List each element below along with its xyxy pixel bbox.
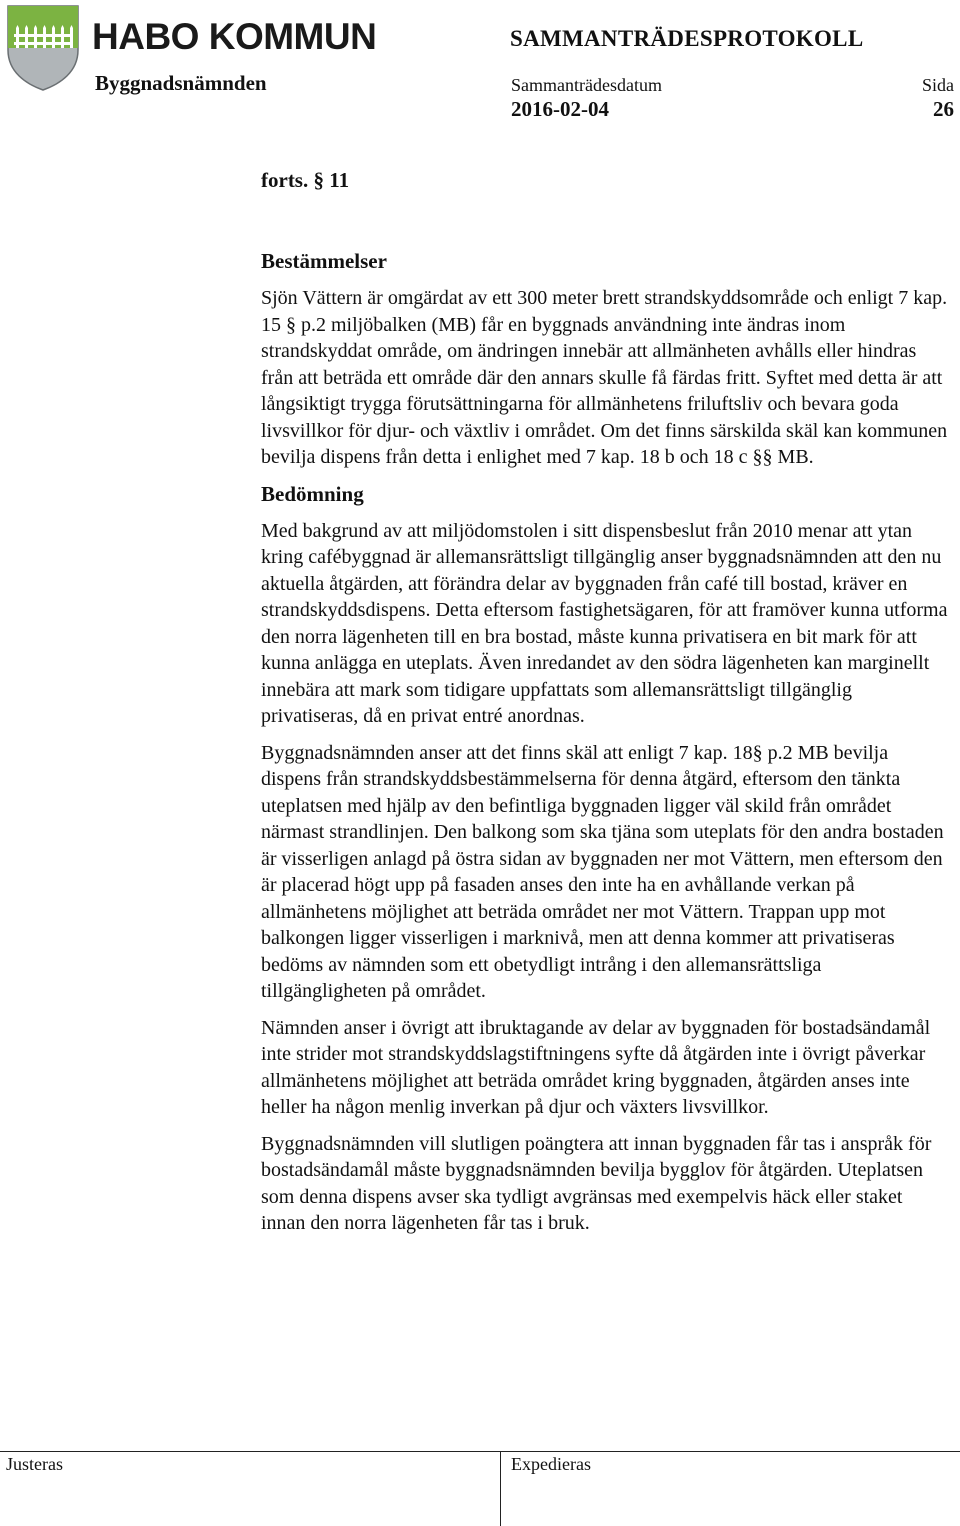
coat-of-arms-icon	[6, 4, 80, 92]
meeting-date-value: 2016-02-04	[511, 97, 609, 121]
habo-kommun-logo	[6, 4, 80, 97]
department-name: Byggnadsnämnden	[95, 71, 267, 95]
municipality-name: HABO KOMMUN	[92, 16, 377, 57]
paragraph: Byggnadsnämnden vill slutligen poängtera att innan byggnaden får tas i anspråk för bostadsändamål måste byggnadsnämnden bevilja bygglov för åtgärden. Uteplatsen som denna dispens avser ska tydligt avgränsas med exempelvis häck eller staket innan den norra lägenheten får tas i bruk.	[261, 1132, 932, 1234]
footer-vertical-divider	[500, 1451, 501, 1526]
page-label: Sida	[922, 75, 955, 95]
paragraph: Sjön Vättern är omgärdat av ett 300 meter brett strandskyddsområde och enligt 7 kap. 15 § p.2 miljöbalken (MB) får en byggnads användning inte ändras inom strandskyddat område, om ändringen innebär att allmänheten avhålls eller hindras från att beträda ett område där den annars skulle få färdas fritt. Syftet med detta är att långsiktigt trygga förutsättningarna för allmänhetens friluftsliv och bevara goda livsvillkor för djur- och växtliv i området. Om det finns särskilda skäl kan kommunen bevilja dispens från detta i enlighet med 7 kap. 18 b och 18 c §§ MB.	[261, 287, 948, 468]
paragraph: Byggnadsnämnden anser att det finns skäl att enligt 7 kap. 18§ p.2 MB bevilja dispens från strandskyddsbestämmelserna för denna åtgärd, eftersom den tänkta uteplatsen med hjälp av den befintliga byggnaden ligger väl skild från området närmast strandlinjen. Den balkong som ska tjäna som uteplats för den andra bostaden är visserligen anlagd på östra sidan av byggnaden ner mot Vättern, men eftersom den är placerad högt upp på fasaden anses den inte ha en avhållande verkan på allmänhetens möjlighet att beträda området ner mot Vättern. Trappan upp mot balkongen ligger visserligen i marknivå, men att denna kommer att privatiseras bedöms av nämnden som ett obetydligt intrång i den allemansrättsliga tillgängligheten på området.	[261, 741, 944, 1002]
paragraph: Nämnden anser i övrigt att ibruktagande av delar av byggnaden för bostadsändamål inte strider mot strandskyddslagstiftningens syfte då åtgärden inte i övrigt påverkar allmänhetens möjlighet att beträda området kring byggnaden, åtgärden anses inte heller ha någon menlig inverkan på djur och växters livsvillkor.	[261, 1016, 931, 1118]
protocol-body	[261, 166, 951, 1237]
justeras-label: Justeras	[6, 1454, 63, 1474]
footer-divider-line	[0, 1451, 960, 1452]
paragraph: Med bakgrund av att miljödomstolen i sitt dispensbeslut från 2010 menar att ytan kring cafébyggnad är allemansrättsligt tillgänglig anser byggnadsnämnden att den nu aktuella åtgärden, att förändra delar av byggnaden från café till bostad, kräver en strandskyddsdispens. Detta eftersom fastighetsägaren, för att framöver kunna utforma den norra lägenheten till en bra bostad, måste kunna privatisera en bit mark för att kunna anlägga en uteplats. Även inredandet av den södra lägenheten kan marginellt innebära att mark som tidigare uppfattats som allemansrättsligt tillgänglig privatiseras, då en privat entré anordnas.	[261, 519, 948, 727]
section-heading-bedomning: Bedömning	[261, 481, 364, 506]
section-reference: forts. § 11	[261, 168, 350, 192]
expedieras-label: Expedieras	[511, 1454, 591, 1474]
meeting-date-label: Sammanträdesdatum	[511, 75, 662, 95]
page-number: 26	[933, 97, 954, 121]
section-heading-bestammelser: Bestämmelser	[261, 249, 387, 273]
document-title: SAMMANTRÄDESPROTOKOLL	[510, 26, 864, 51]
